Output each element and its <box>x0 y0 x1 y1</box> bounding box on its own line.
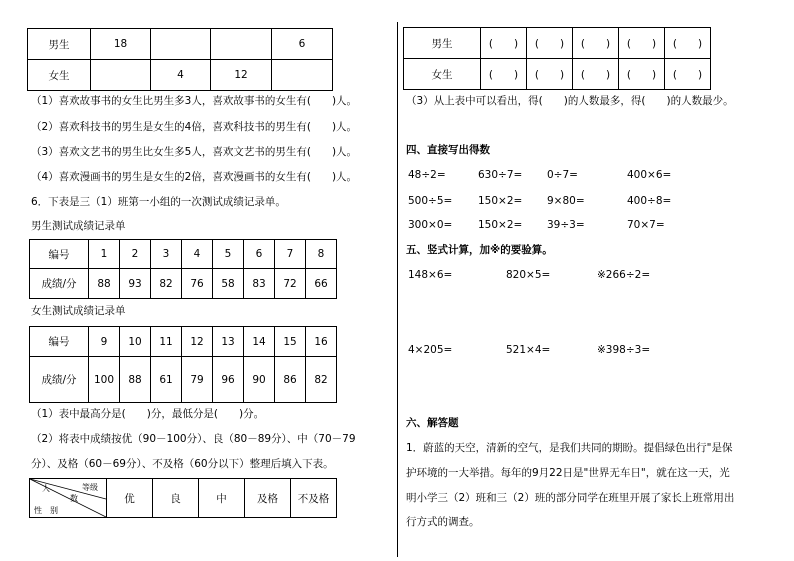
table-row <box>28 29 333 60</box>
question-1: （1）喜欢故事书的女生比男生多3人，喜欢故事书的女生有( )人。 <box>31 95 358 107</box>
id-cell: 11 <box>151 327 182 357</box>
table-row <box>30 479 337 518</box>
table-cell <box>151 29 211 60</box>
score-cell: 90 <box>244 357 275 403</box>
id-cell: 6 <box>244 240 275 269</box>
vertical-calc: ※266÷2= <box>597 269 651 281</box>
table-row <box>404 59 711 90</box>
score-cell: 88 <box>89 269 120 299</box>
gender-count-table-right <box>403 27 711 90</box>
score-cell: 66 <box>306 269 337 299</box>
vertical-calc: 820×5= <box>506 269 551 281</box>
table-row <box>30 269 337 299</box>
row-label: 男生 <box>28 29 91 60</box>
id-cell: 3 <box>151 240 182 269</box>
table-cell: 18 <box>91 29 151 60</box>
row-label: 男生 <box>404 28 481 59</box>
oral-calc: 300×0= <box>408 219 453 231</box>
oral-calc: 39÷3= <box>547 219 585 231</box>
girls-table-title: 女生测试成绩记录单 <box>31 305 126 317</box>
oral-calc: 150×2= <box>478 195 523 207</box>
corner-people-label-2: 数 <box>70 494 78 503</box>
vertical-calc: ※398÷3= <box>597 344 651 356</box>
score-cell: 86 <box>275 357 306 403</box>
score-cell: 100 <box>89 357 120 403</box>
vertical-calc: 4×205= <box>408 344 453 356</box>
column-divider <box>397 22 398 557</box>
id-cell: 12 <box>182 327 213 357</box>
id-cell: 16 <box>306 327 337 357</box>
oral-calc: 0÷7= <box>547 169 578 181</box>
question-2: （2）喜欢科技书的男生是女生的4倍，喜欢科技书的男生有( )人。 <box>31 121 358 133</box>
score-cell: 82 <box>151 269 182 299</box>
boys-score-table <box>29 239 337 299</box>
corner-gender-label: 性 别 <box>34 506 58 515</box>
table-row <box>404 28 711 59</box>
table-row <box>30 327 337 357</box>
score-cell: 96 <box>213 357 244 403</box>
table-row <box>28 60 333 91</box>
grade-header: 良 <box>153 479 199 518</box>
id-cell: 15 <box>275 327 306 357</box>
score-cell: 88 <box>120 357 151 403</box>
answer-blank[interactable]: ( ) <box>527 28 573 59</box>
oral-calc: 70×7= <box>627 219 665 231</box>
vertical-calc: 148×6= <box>408 269 453 281</box>
id-cell: 10 <box>120 327 151 357</box>
row-label: 女生 <box>404 59 481 90</box>
oral-calc: 630÷7= <box>478 169 523 181</box>
table-cell <box>211 29 272 60</box>
boys-table-title: 男生测试成绩记录单 <box>31 220 126 232</box>
section-5-heading: 五、竖式计算，加※的要验算。 <box>406 244 553 256</box>
diagonal-header-cell <box>30 479 107 518</box>
answer-blank[interactable]: ( ) <box>619 28 665 59</box>
table-row <box>30 240 337 269</box>
id-cell: 1 <box>89 240 120 269</box>
oral-calc: 400÷8= <box>627 195 672 207</box>
problem-6-intro: 6．下表是三（1）班第一小组的一次测试成绩记录单。 <box>31 196 286 208</box>
grade-header: 中 <box>199 479 245 518</box>
answer-blank[interactable]: ( ) <box>481 28 527 59</box>
table-cell: 12 <box>211 60 272 91</box>
id-cell: 4 <box>182 240 213 269</box>
score-cell: 79 <box>182 357 213 403</box>
score-cell: 58 <box>213 269 244 299</box>
answer-blank[interactable]: ( ) <box>573 59 619 90</box>
id-cell: 2 <box>120 240 151 269</box>
answer-blank[interactable]: ( ) <box>573 28 619 59</box>
answer-blank[interactable]: ( ) <box>481 59 527 90</box>
girls-score-table <box>29 326 337 403</box>
oral-calc: 400×6= <box>627 169 672 181</box>
row-label: 女生 <box>28 60 91 91</box>
answer-blank[interactable]: ( ) <box>619 59 665 90</box>
problem-1-line-3: 明小学三（2）班和三（2）班的部分同学在班里开展了家长上班常用出 <box>406 492 735 504</box>
problem-1-line-2: 护环境的一大举措。每年的9月22日是"世界无车日"，就在这一天，光 <box>406 467 730 479</box>
header-cell: 成绩/分 <box>30 357 89 403</box>
table-cell: 4 <box>151 60 211 91</box>
score-cell: 72 <box>275 269 306 299</box>
answer-blank[interactable]: ( ) <box>527 59 573 90</box>
id-cell: 7 <box>275 240 306 269</box>
score-cell: 61 <box>151 357 182 403</box>
question-4: （4）喜欢漫画书的男生是女生的2倍，喜欢漫画书的女生有( )人。 <box>31 171 358 183</box>
gender-count-table-left <box>27 28 333 91</box>
id-cell: 13 <box>213 327 244 357</box>
oral-calc: 9×80= <box>547 195 585 207</box>
grade-header: 不及格 <box>291 479 337 518</box>
corner-people-label-1: 人 <box>42 484 50 493</box>
table-cell <box>272 60 333 91</box>
answer-blank[interactable]: ( ) <box>665 59 711 90</box>
oral-calc: 500÷5= <box>408 195 453 207</box>
answer-blank[interactable]: ( ) <box>665 28 711 59</box>
sub-question-1: （1）表中最高分是( )分，最低分是( )分。 <box>31 408 265 420</box>
sub-question-2-line-2: 分）、及格（60－69分）、不及格（60分以下）整理后填入下表。 <box>31 458 334 470</box>
problem-1-line-1: 1．蔚蓝的天空，清新的空气，是我们共同的期盼。提倡绿色出行"是保 <box>406 442 733 454</box>
score-cell: 76 <box>182 269 213 299</box>
id-cell: 8 <box>306 240 337 269</box>
header-cell: 编号 <box>30 327 89 357</box>
table-row <box>30 357 337 403</box>
header-cell: 编号 <box>30 240 89 269</box>
grade-table <box>29 478 337 518</box>
score-cell: 93 <box>120 269 151 299</box>
section-4-heading: 四、直接写出得数 <box>406 144 490 156</box>
id-cell: 14 <box>244 327 275 357</box>
question-3-right: （3）从上表中可以看出，得( )的人数最多，得( )的人数最少。 <box>406 95 734 107</box>
sub-question-2-line-1: （2）将表中成绩按优（90－100分）、良（80－89分）、中（70－79 <box>31 433 356 445</box>
table-cell <box>91 60 151 91</box>
grade-header: 及格 <box>245 479 291 518</box>
vertical-calc: 521×4= <box>506 344 551 356</box>
oral-calc: 150×2= <box>478 219 523 231</box>
score-cell: 82 <box>306 357 337 403</box>
score-cell: 83 <box>244 269 275 299</box>
section-6-heading: 六、解答题 <box>406 417 459 429</box>
id-cell: 9 <box>89 327 120 357</box>
oral-calc: 48÷2= <box>408 169 446 181</box>
question-3: （3）喜欢文艺书的男生比女生多5人，喜欢文艺书的男生有( )人。 <box>31 146 358 158</box>
corner-grade-label: 等级 <box>82 483 98 492</box>
table-cell: 6 <box>272 29 333 60</box>
header-cell: 成绩/分 <box>30 269 89 299</box>
id-cell: 5 <box>213 240 244 269</box>
problem-1-line-4: 行方式的调查。 <box>406 516 480 528</box>
grade-header: 优 <box>107 479 153 518</box>
